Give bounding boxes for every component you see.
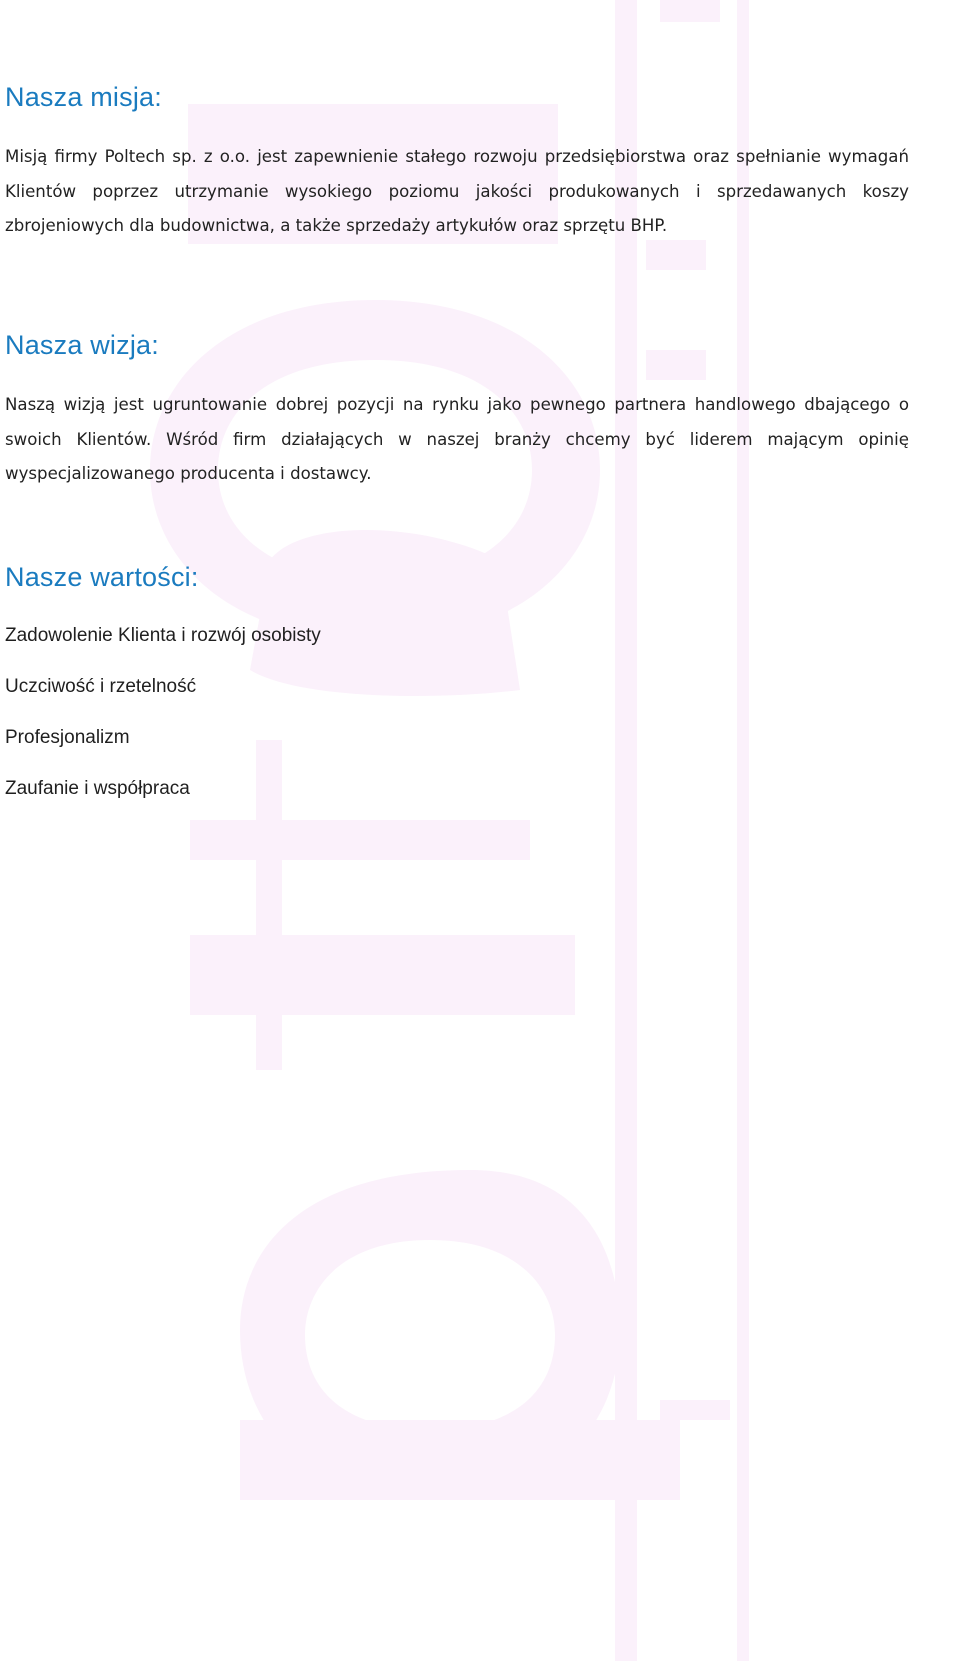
value-item: Zadowolenie Klienta i rozwój osobisty [5,625,321,646]
mission-heading: Nasza misja: [5,82,162,112]
vision-heading: Nasza wizja: [5,330,159,360]
value-item: Zaufanie i współpraca [5,778,190,799]
vision-text: Naszą wizją jest ugruntowanie dobrej pozycji na rynku jako pewnego partnera handlowego dbającego o swoich Klientów. Wśród firm działających w naszej branży chcemy być liderem mającym opinię wyspecjalizowanego producenta i dostawcy. [5,395,909,483]
mission-text: Misją firmy Poltech sp. z o.o. jest zapewnienie stałego rozwoju przedsiębiorstwa oraz spełnianie wymagań Klientów poprzez utrzymanie wysokiego poziomu jakości produkowanych i sprzedawanych koszy zbrojeniowych dla budownictwa, a także sprzedaży artykułów oraz sprzętu BHP. [5,147,909,235]
value-item: Uczciwość i rzetelność [5,676,197,697]
values-heading: Nasze wartości: [5,562,199,592]
value-item: Profesjonalizm [5,727,130,748]
